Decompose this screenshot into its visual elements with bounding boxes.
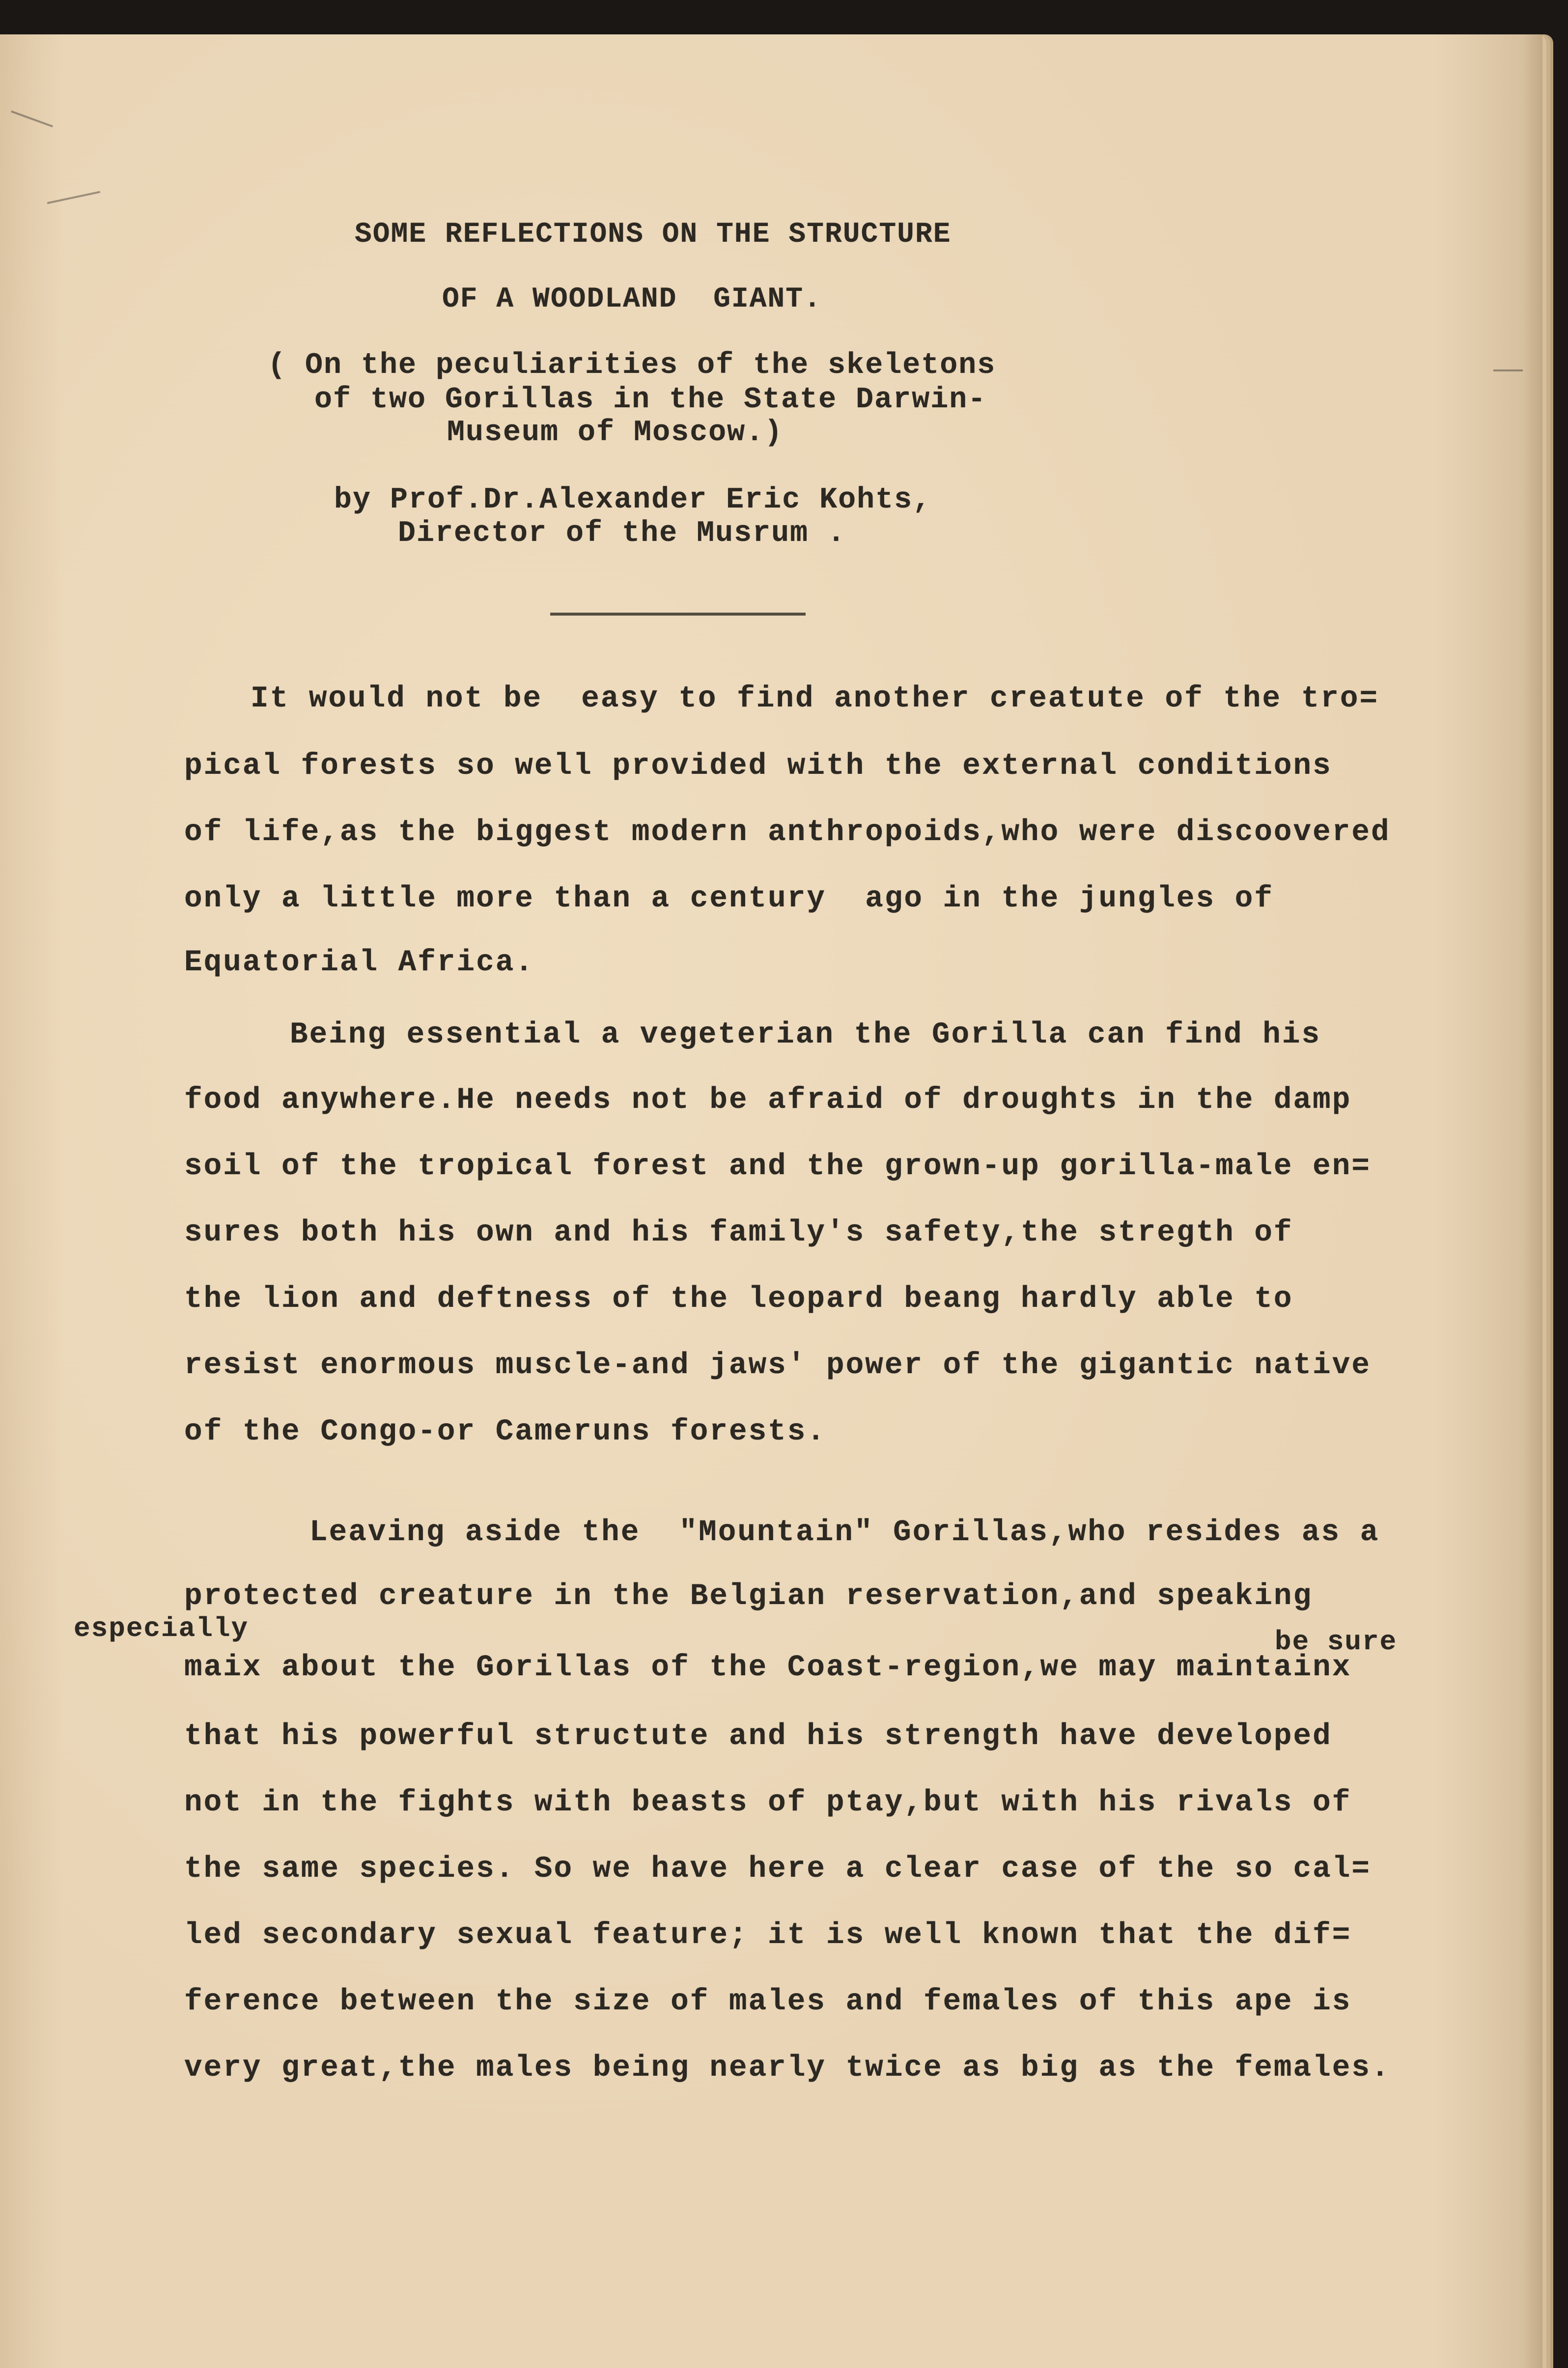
paragraph-1-line: pical forests so well provided with the external conditions [184,749,1332,783]
paragraph-3-line: very great,the males being nearly twice as big as the females. [184,2051,1391,2085]
margin-dash [1493,369,1523,371]
paragraph-2-line: soil of the tropical forest and the grown-up gorilla-male en= [184,1150,1371,1184]
paragraph-3-line: Leaving aside the "Mountain" Gorillas,who resides as a [309,1516,1380,1550]
paragraph-1-line: of life,as the biggest modern anthropoids,who were discoovered [184,816,1391,849]
paragraph-2-line: of the Congo-or Cameruns forests. [184,1415,826,1449]
paragraph-2-line: the lion and deftness of the leopard beang hardly able to [184,1282,1293,1316]
title-rule [550,613,806,616]
paragraph-3-line: protected creature in the Belgian reservation,and speaking [184,1579,1313,1613]
paragraph-3-line: that his powerful structute and his strength have developed [184,1720,1332,1753]
page-edge [1523,34,1542,2368]
byline-title: Director of the Musrum . [398,517,846,550]
paragraph-3-line: led secondary sexual feature; it is well known that the dif= [184,1918,1352,1952]
subtitle-line-2: of two Gorillas in the State Darwin- [314,383,987,417]
paragraph-3-line: not in the fights with beasts of ptay,but with his rivals of [184,1786,1352,1820]
paragraph-1-line: only a little more than a century ago in the jungles of [184,882,1274,916]
subtitle-line-1: ( On the peculiarities of the skeletons [268,349,996,382]
paragraph-3-line: ference between the size of males and females of this ape is [184,1985,1352,2019]
paragraph-3-line: maix about the Gorillas of the Coast-region,we may maintainx [184,1651,1352,1685]
byline-author: by Prof.Dr.Alexander Eric Kohts, [334,483,932,517]
paragraph-2-line: resist enormous muscle-and jaws' power of the gigantic native [184,1349,1371,1382]
typed-insertion-especially: especially [74,1613,249,1644]
title-line-2: OF A WOODLAND GIANT. [442,283,822,315]
paragraph-3-line: the same species. So we have here a clear case of the so cal= [184,1852,1371,1886]
paragraph-1-line: Equatorial Africa. [184,946,534,980]
paragraph-2-line: sures both his own and his family's safety,the stregth of [184,1216,1293,1250]
paragraph-2-line: Being essential a vegeterian the Gorilla can find his [290,1018,1321,1052]
title-line-1: SOME REFLECTIONS ON THE STRUCTURE [355,219,952,251]
paragraph-1-line: It would not be easy to find another creatute of the tro= [251,682,1379,716]
subtitle-line-3: Museum of Moscow.) [447,416,784,450]
typed-insertion-be-sure: be sure [1275,1626,1398,1658]
paragraph-2-line: food anywhere.He needs not be afraid of droughts in the damp [184,1083,1352,1117]
